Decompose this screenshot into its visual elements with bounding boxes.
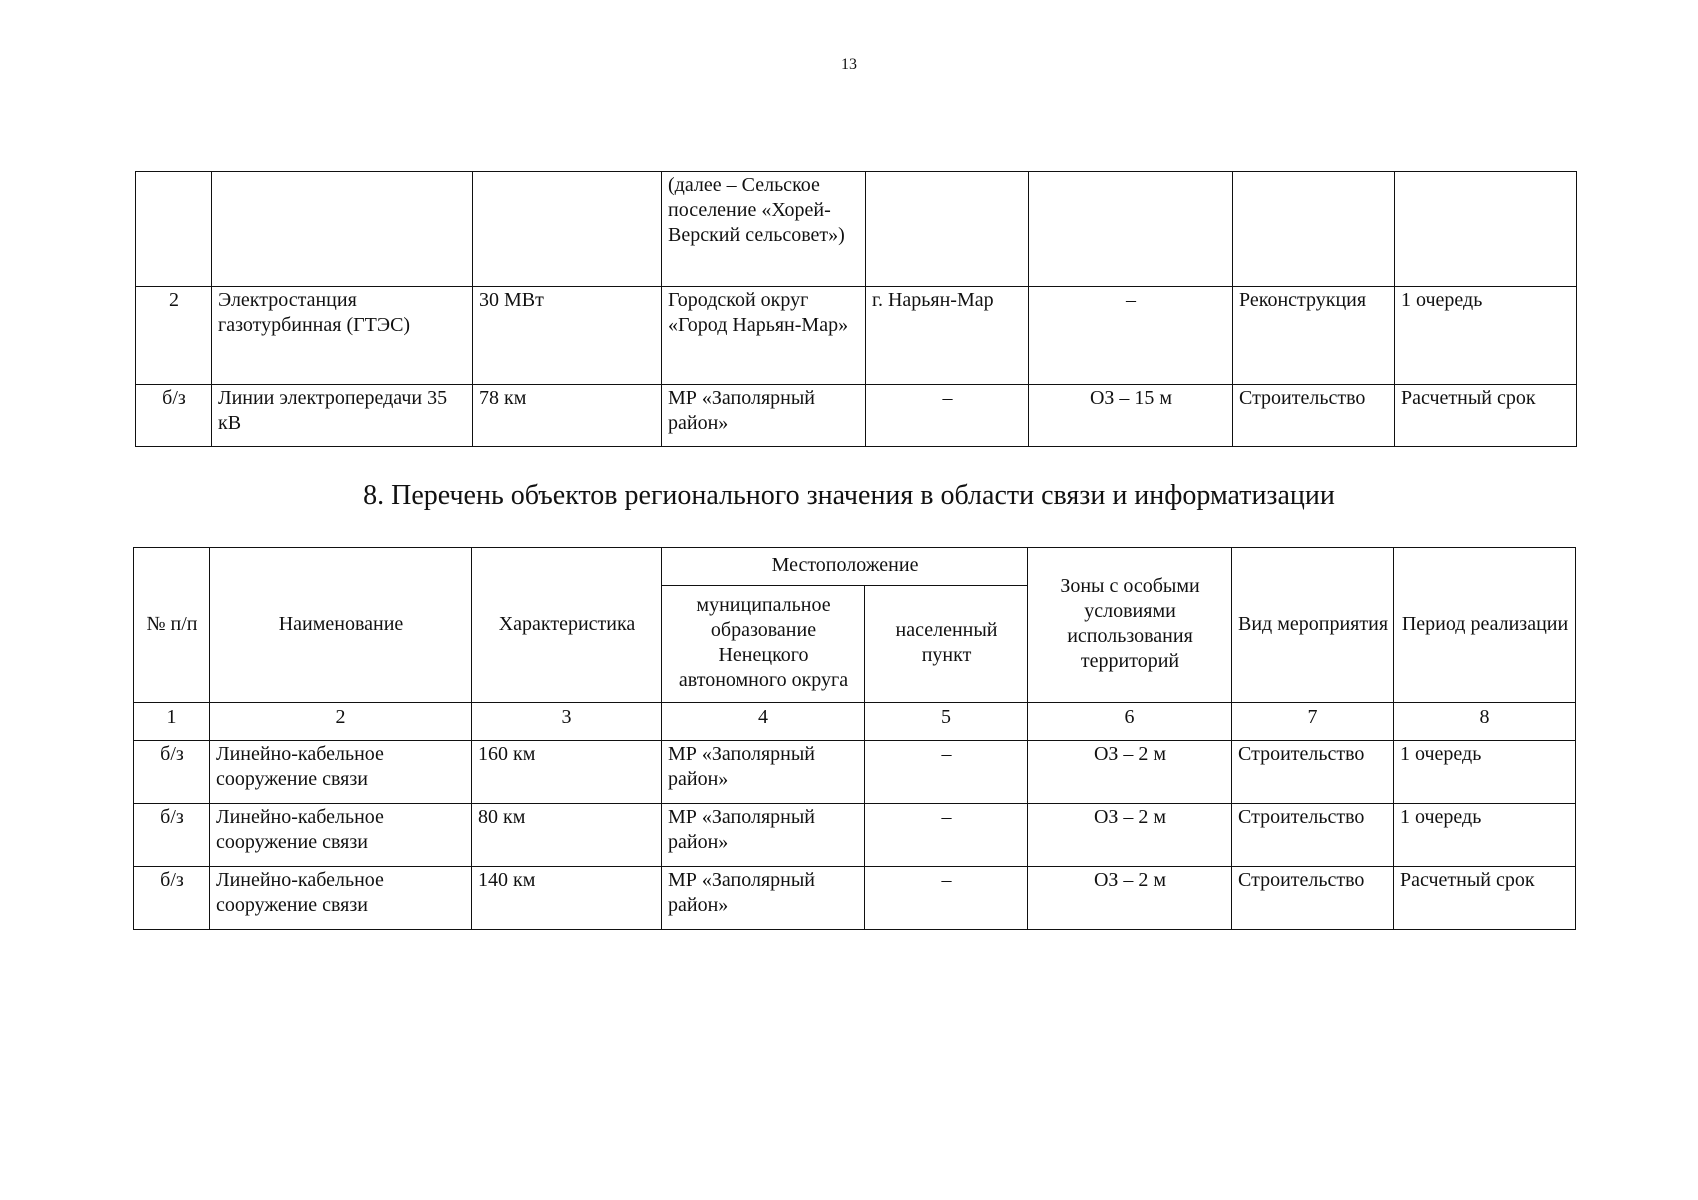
cell-settlement: – xyxy=(865,867,1028,930)
cell-settlement: г. Нарьян-Мар xyxy=(866,287,1029,385)
cell-name xyxy=(212,172,473,287)
cell-activity: Реконструкция xyxy=(1233,287,1395,385)
cell-name: Линейно-кабельное сооружение связи xyxy=(210,741,472,804)
cell-period xyxy=(1395,172,1577,287)
table-row xyxy=(134,804,1576,867)
column-number: 7 xyxy=(1232,703,1394,741)
cell-characteristic: 80 км xyxy=(472,804,662,867)
cell-settlement: – xyxy=(865,804,1028,867)
table-row xyxy=(134,741,1576,804)
cell-municipality: (далее – Сельское поселение «Хорей-Верский сельсовет») xyxy=(662,172,866,287)
cell-characteristic: 78 км xyxy=(473,385,662,447)
cell-num xyxy=(136,172,212,287)
cell-name: Линейно-кабельное сооружение связи xyxy=(210,867,472,930)
cell-municipality: МР «Заполярный район» xyxy=(662,804,865,867)
header-activity: Вид мероприятия xyxy=(1232,548,1394,703)
cell-settlement: – xyxy=(865,741,1028,804)
column-number: 1 xyxy=(134,703,210,741)
header-municipality: муниципальное образование Ненецкого автономного округа xyxy=(662,586,865,703)
cell-municipality: МР «Заполярный район» xyxy=(662,867,865,930)
cell-name: Линейно-кабельное сооружение связи xyxy=(210,804,472,867)
communication-objects-table xyxy=(133,547,1576,930)
cell-zones: ОЗ – 2 м xyxy=(1028,804,1232,867)
column-number: 3 xyxy=(472,703,662,741)
cell-num: б/з xyxy=(134,804,210,867)
table-row xyxy=(134,867,1576,930)
table-row xyxy=(136,385,1577,447)
header-num: № п/п xyxy=(134,548,210,703)
cell-activity xyxy=(1233,172,1395,287)
column-number: 8 xyxy=(1394,703,1576,741)
header-zones: Зоны с особыми условиями использования территорий xyxy=(1028,548,1232,703)
cell-name: Линии электропередачи 35 кВ xyxy=(212,385,473,447)
cell-zones: ОЗ – 2 м xyxy=(1028,867,1232,930)
column-number: 4 xyxy=(662,703,865,741)
column-number: 5 xyxy=(865,703,1028,741)
cell-municipality: МР «Заполярный район» xyxy=(662,385,866,447)
cell-settlement xyxy=(866,172,1029,287)
cell-zones xyxy=(1029,172,1233,287)
cell-activity: Строительство xyxy=(1233,385,1395,447)
cell-num: б/з xyxy=(136,385,212,447)
cell-period: Расчетный срок xyxy=(1395,385,1577,447)
header-period: Период реализации xyxy=(1394,548,1576,703)
cell-characteristic: 140 км xyxy=(472,867,662,930)
cell-activity: Строительство xyxy=(1232,804,1394,867)
cell-num: 2 xyxy=(136,287,212,385)
cell-characteristic: 30 МВт xyxy=(473,287,662,385)
header-location: Местоположение xyxy=(662,548,1028,586)
cell-activity: Строительство xyxy=(1232,867,1394,930)
energy-objects-table-continuation xyxy=(135,171,1577,447)
column-number: 2 xyxy=(210,703,472,741)
cell-characteristic: 160 км xyxy=(472,741,662,804)
cell-settlement: – xyxy=(866,385,1029,447)
cell-municipality: МР «Заполярный район» xyxy=(662,741,865,804)
cell-period: 1 очередь xyxy=(1394,741,1576,804)
cell-period: Расчетный срок xyxy=(1394,867,1576,930)
cell-period: 1 очередь xyxy=(1395,287,1577,385)
cell-municipality: Городской округ «Город Нарьян-Мар» xyxy=(662,287,866,385)
cell-num: б/з xyxy=(134,867,210,930)
cell-zones: ОЗ – 15 м xyxy=(1029,385,1233,447)
page-number: 13 xyxy=(841,56,857,73)
cell-name: Электростанция газотурбинная (ГТЭС) xyxy=(212,287,473,385)
cell-zones: ОЗ – 2 м xyxy=(1028,741,1232,804)
header-settlement: населенный пункт xyxy=(865,586,1028,703)
table-row xyxy=(136,172,1577,287)
header-characteristic: Характеристика xyxy=(472,548,662,703)
cell-num: б/з xyxy=(134,741,210,804)
cell-activity: Строительство xyxy=(1232,741,1394,804)
header-name: Наименование xyxy=(210,548,472,703)
cell-zones: – xyxy=(1029,287,1233,385)
cell-characteristic xyxy=(473,172,662,287)
section-title: 8. Перечень объектов регионального значения в области связи и информатизации xyxy=(363,480,1335,511)
table-row xyxy=(136,287,1577,385)
cell-period: 1 очередь xyxy=(1394,804,1576,867)
header-row xyxy=(134,548,1576,586)
column-number: 6 xyxy=(1028,703,1232,741)
column-number-row xyxy=(134,703,1576,741)
